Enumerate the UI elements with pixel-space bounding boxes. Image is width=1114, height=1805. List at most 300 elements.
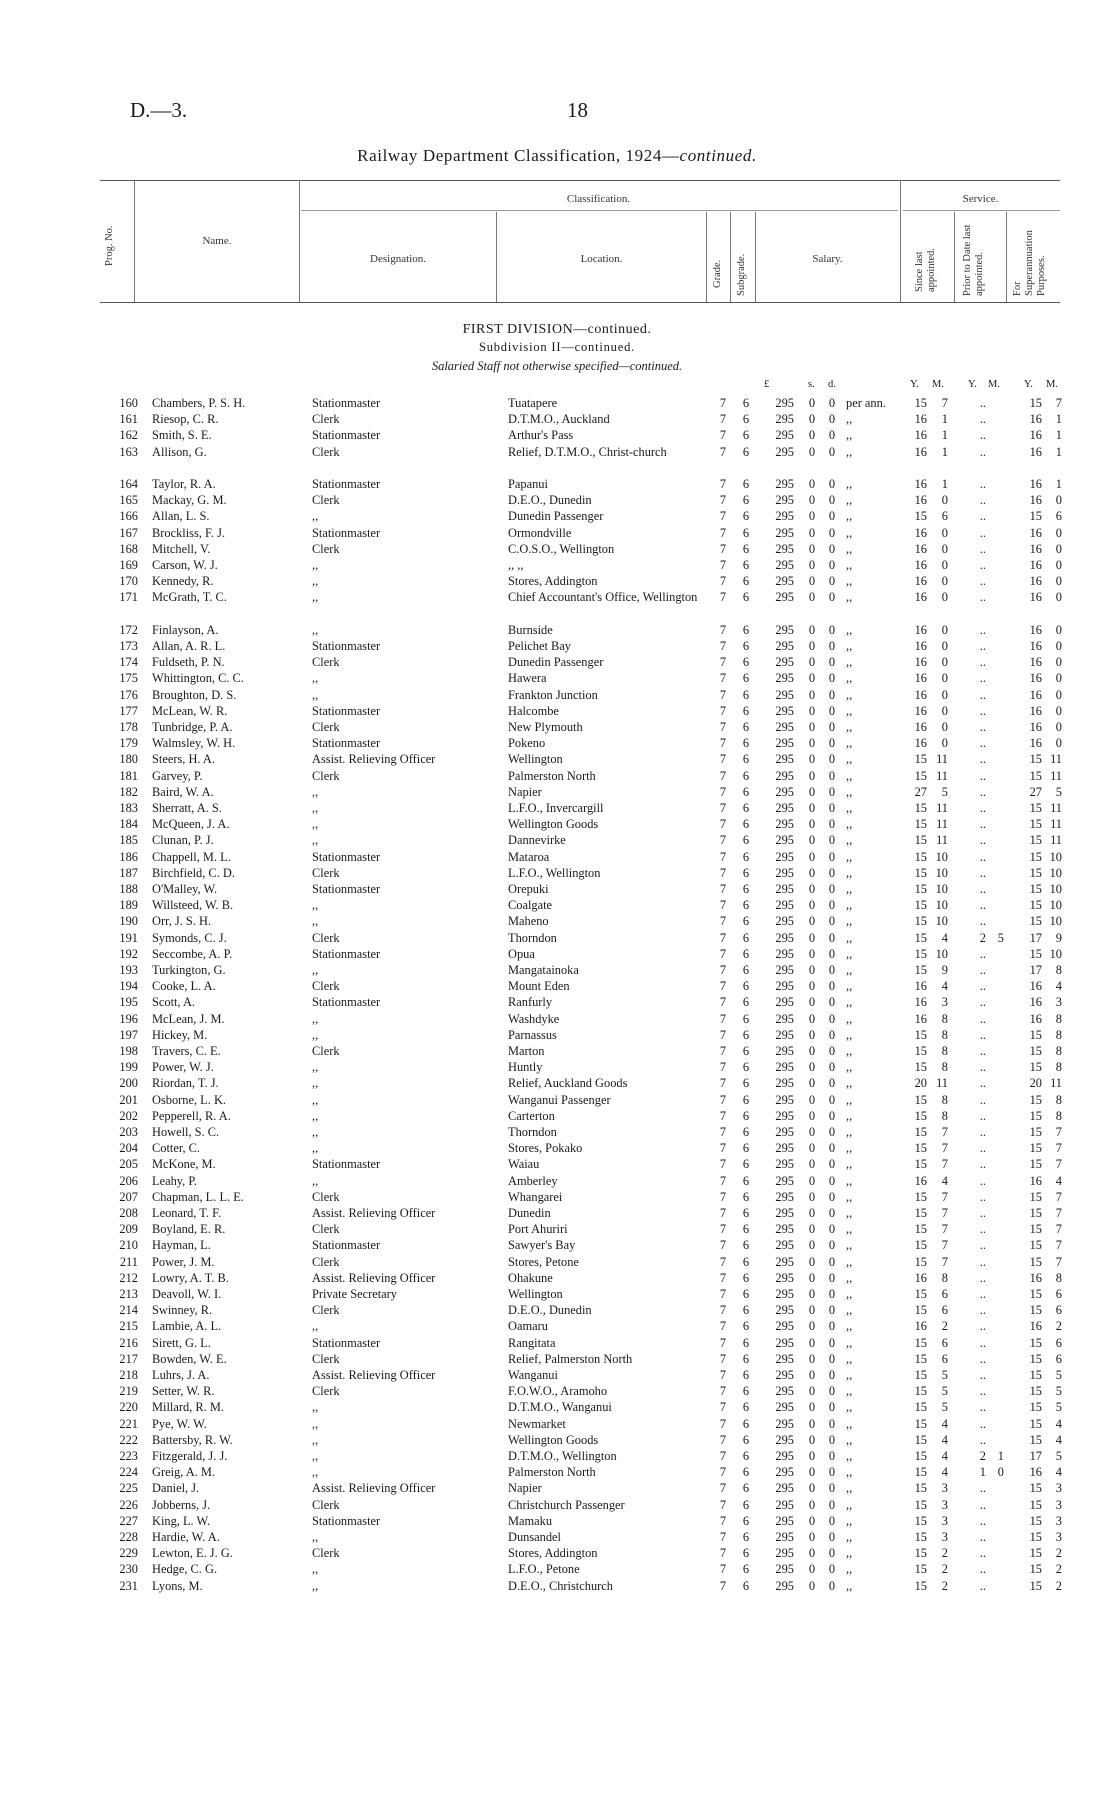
prior-years-cell: .. — [979, 477, 986, 491]
salary-shillings-cell: 0 — [808, 412, 816, 427]
since-years-cell: 15 — [914, 1351, 927, 1366]
subgrade-cell: 6 — [742, 1481, 750, 1496]
since-years-cell: 16 — [914, 412, 927, 427]
since-years-cell: 16 — [914, 493, 927, 508]
since-years-cell: 16 — [914, 639, 927, 653]
prior-years-cell: .. — [979, 720, 986, 734]
since-months-cell: 9 — [941, 963, 948, 977]
salary-pence-cell: 0 — [828, 1481, 836, 1496]
location-cell: Oamaru — [508, 1319, 548, 1334]
super-months-cell: 7 — [1055, 1189, 1062, 1204]
grade-cell: 7 — [719, 1189, 727, 1204]
location-cell: Wellington Goods — [508, 817, 599, 832]
designation-cell: Clerk — [312, 1384, 340, 1399]
name-cell: Finlayson, A. — [152, 622, 219, 637]
super-months-cell: 3 — [1055, 1497, 1062, 1512]
subgrade-cell: 6 — [742, 1270, 750, 1285]
subgrade-cell: 6 — [742, 1238, 750, 1253]
grade-cell: 7 — [719, 1368, 727, 1382]
salary-period-cell: ,, — [846, 1157, 853, 1172]
super-months-cell: 11 — [1050, 768, 1062, 783]
grade-cell: 7 — [719, 720, 727, 734]
since-months-cell: 6 — [941, 509, 948, 524]
prior-years-cell: .. — [979, 979, 986, 994]
since-months-cell: 11 — [936, 752, 948, 767]
subgrade-cell: 6 — [742, 1092, 750, 1107]
since-years-cell: 27 — [914, 784, 927, 799]
location-cell: Burnside — [508, 622, 553, 637]
super-months-cell: 7 — [1055, 1254, 1062, 1269]
super-years-cell: 15 — [1029, 1513, 1042, 1528]
staff-heading: Salaried Staff not otherwise specified—continued. — [431, 359, 683, 373]
designation-cell: Clerk — [312, 979, 340, 994]
designation-cell: Stationmaster — [312, 736, 381, 751]
designation-cell: Stationmaster — [312, 882, 381, 896]
salary-shillings-cell: 0 — [808, 736, 816, 751]
name-cell: Baird, W. A. — [152, 784, 214, 799]
since-months-cell: 8 — [941, 1027, 948, 1042]
subgrade-cell: 6 — [742, 1027, 750, 1042]
salary-period-cell: ,, — [846, 1432, 853, 1447]
salary-period-cell: ,, — [846, 1481, 853, 1496]
salary-pence-cell: 0 — [828, 541, 836, 556]
salary-shillings-cell: 0 — [808, 1465, 816, 1480]
salary-shillings-cell: 0 — [808, 979, 816, 994]
salary-shillings-cell: 0 — [808, 639, 816, 653]
salary-shillings-cell: 0 — [808, 849, 816, 864]
salary-shillings-cell: 0 — [808, 541, 816, 556]
salary-shillings-cell: 0 — [808, 622, 816, 637]
subgrade-cell: 6 — [742, 1303, 750, 1318]
salary-pence-cell: 0 — [828, 428, 836, 443]
since-years-cell: 16 — [914, 1173, 927, 1188]
location-cell: Maheno — [508, 914, 549, 929]
since-years-cell: 15 — [914, 1060, 927, 1075]
salary-pence-cell: 0 — [828, 1319, 836, 1334]
salary-shillings-cell: 0 — [808, 574, 816, 589]
location-cell: Ormondville — [508, 525, 572, 540]
salary-period-cell: ,, — [846, 1400, 853, 1415]
super-months-cell: 8 — [1055, 1044, 1062, 1058]
salary-period-cell: ,, — [846, 898, 853, 913]
super-months-cell: 8 — [1055, 1270, 1062, 1285]
salary-shillings-cell: 0 — [808, 1157, 816, 1172]
salary-pence-cell: 0 — [828, 833, 836, 848]
since-months-cell: 1 — [941, 428, 948, 443]
since-months-cell: 7 — [941, 1141, 948, 1156]
name-cell: Tunbridge, P. A. — [152, 720, 233, 734]
location-cell: Parnassus — [508, 1027, 557, 1042]
location-cell: Napier — [508, 1481, 542, 1496]
grade-cell: 7 — [719, 801, 727, 815]
designation-cell: Clerk — [312, 412, 340, 427]
since-months-cell: 4 — [941, 1449, 948, 1463]
grade-cell: 7 — [719, 1222, 727, 1237]
super-years-cell: 16 — [1029, 574, 1042, 589]
salary-period-cell: ,, — [846, 622, 853, 637]
location-cell: Newmarket — [508, 1416, 566, 1431]
subgrade-cell: 6 — [742, 1141, 750, 1156]
since-months-cell: 11 — [936, 801, 948, 815]
grade-cell: 7 — [719, 849, 727, 864]
super-months-cell: 0 — [1055, 639, 1062, 653]
salary-period-cell: ,, — [846, 914, 853, 929]
salary-pounds-cell: 295 — [775, 1335, 794, 1350]
since-months-cell: 11 — [936, 768, 948, 783]
salary-pounds-cell: 295 — [775, 1351, 794, 1366]
name-cell: Willsteed, W. B. — [152, 898, 234, 913]
salary-shillings-cell: 0 — [808, 1141, 816, 1156]
prog-no-cell: 163 — [119, 444, 138, 459]
since-months-cell: 4 — [941, 1173, 948, 1188]
super-months-cell: 0 — [1055, 703, 1062, 718]
name-cell: Chapman, L. L. E. — [152, 1189, 244, 1204]
prior-years-cell: .. — [979, 1530, 986, 1544]
salary-period-cell: ,, — [846, 1287, 853, 1301]
since-years-cell: 16 — [914, 671, 927, 686]
since-months-cell: 2 — [941, 1578, 948, 1593]
prior-years-cell: .. — [979, 849, 986, 864]
super-years-cell: 15 — [1029, 1108, 1042, 1123]
salary-period-cell: ,, — [846, 768, 853, 783]
since-years-cell: 16 — [914, 979, 927, 994]
designation-cell: Clerk — [312, 655, 340, 670]
subgrade-cell: 6 — [742, 655, 750, 670]
prog-no-cell: 223 — [119, 1449, 138, 1463]
subgrade-cell: 6 — [742, 1076, 750, 1091]
location-cell: Opua — [508, 946, 535, 961]
designation-cell: Private Secretary — [312, 1287, 397, 1301]
subgrade-cell: 6 — [742, 930, 750, 945]
salary-pence-cell: 0 — [828, 509, 836, 524]
salary-period-cell: ,, — [846, 1060, 853, 1075]
designation-cell: Clerk — [312, 1044, 340, 1058]
prog-no-cell: 231 — [119, 1578, 138, 1593]
prog-no-cell: 212 — [119, 1270, 138, 1285]
designation-cell: Stationmaster — [312, 703, 381, 718]
shilling-unit: s. — [808, 379, 815, 390]
super-months-cell: 10 — [1049, 882, 1062, 896]
salary-period-cell: ,, — [846, 1044, 853, 1058]
prior-months-cell: 0 — [997, 1465, 1004, 1480]
name-cell: Orr, J. S. H. — [152, 914, 212, 929]
name-cell: Lambie, A. L. — [152, 1319, 222, 1334]
salary-period-cell: ,, — [846, 703, 853, 718]
prior-years-cell: 1 — [979, 1465, 986, 1480]
prog-no-cell: 215 — [119, 1319, 138, 1334]
since-years-cell: 15 — [914, 898, 927, 913]
super-years-cell: 16 — [1029, 671, 1042, 686]
grade-cell: 7 — [719, 444, 727, 459]
super-years-cell: 15 — [1029, 1497, 1042, 1512]
name-cell: Riesop, C. R. — [152, 412, 219, 427]
since-months-cell: 8 — [941, 1060, 948, 1075]
subgrade-cell: 6 — [742, 1465, 750, 1480]
prior-years-cell: .. — [979, 914, 986, 929]
prior-years-cell: .. — [979, 963, 986, 977]
since-years-cell: 15 — [914, 1562, 927, 1577]
subgrade-cell: 6 — [742, 1335, 750, 1350]
salary-shillings-cell: 0 — [808, 1368, 816, 1382]
grade-cell: 7 — [719, 477, 727, 491]
super-months-cell: 11 — [1050, 801, 1062, 815]
super-years-cell: 15 — [1029, 1432, 1042, 1447]
prog-no-cell: 188 — [119, 882, 138, 896]
salary-period-cell: ,, — [846, 1546, 853, 1561]
salary-period-cell: ,, — [846, 1108, 853, 1123]
name-cell: McGrath, T. C. — [152, 590, 227, 605]
subgrade-cell: 6 — [742, 1497, 750, 1512]
location-cell: Napier — [508, 784, 542, 799]
salary-period-cell: ,, — [846, 590, 853, 605]
salary-shillings-cell: 0 — [808, 1319, 816, 1334]
subgrade-cell: 6 — [742, 898, 750, 913]
super-years-cell: 15 — [1029, 1125, 1042, 1139]
since-months-cell: 0 — [941, 541, 948, 556]
designation-cell: Clerk — [312, 1546, 340, 1561]
super-months-cell: 8 — [1055, 1011, 1062, 1026]
grade-cell: 7 — [719, 1108, 727, 1123]
name-cell: Luhrs, J. A. — [152, 1368, 210, 1382]
prior-years-cell: .. — [979, 509, 986, 524]
super-years-cell: 15 — [1029, 1060, 1042, 1075]
since-years-cell: 15 — [914, 1384, 927, 1399]
super-years-cell: 15 — [1029, 1092, 1042, 1107]
super-years-cell: 16 — [1029, 412, 1042, 427]
prog-no-cell: 170 — [119, 574, 138, 589]
super-months-cell: 1 — [1055, 444, 1062, 459]
salary-pence-cell: 0 — [828, 1125, 836, 1139]
salary-period-cell: ,, — [846, 509, 853, 524]
salary-pounds-cell: 295 — [775, 444, 794, 459]
prior-years-cell: .. — [979, 1173, 986, 1188]
prior-years-cell: .. — [979, 1303, 986, 1318]
salary-pounds-cell: 295 — [775, 396, 794, 410]
location-cell: Stores, Pokako — [508, 1141, 583, 1156]
super-months-cell: 0 — [1055, 720, 1062, 734]
grade-cell: 7 — [719, 1254, 727, 1269]
designation-cell: Stationmaster — [312, 1335, 381, 1350]
salary-shillings-cell: 0 — [808, 720, 816, 734]
salary-pence-cell: 0 — [828, 1141, 836, 1156]
salary-pence-cell: 0 — [828, 1027, 836, 1042]
super-months-cell: 6 — [1055, 1303, 1062, 1318]
super-months-cell: 0 — [1055, 590, 1062, 605]
name-cell: Bowden, W. E. — [152, 1351, 227, 1366]
location-cell: Rangitata — [508, 1335, 556, 1350]
salary-pence-cell: 0 — [828, 1562, 836, 1577]
salary-period-cell: ,, — [846, 1125, 853, 1139]
salary-pounds-cell: 295 — [775, 1157, 794, 1172]
salary-pounds-cell: 295 — [775, 1497, 794, 1512]
since-months-cell: 2 — [941, 1546, 948, 1561]
super-months-cell: 0 — [1055, 541, 1062, 556]
prior-years-cell: .. — [979, 687, 986, 702]
prior-years-cell: .. — [979, 784, 986, 799]
since-months-cell: 4 — [941, 930, 948, 945]
since-years-cell: 16 — [914, 622, 927, 637]
salary-pence-cell: 0 — [828, 1206, 836, 1220]
salary-shillings-cell: 0 — [808, 1238, 816, 1253]
name-cell: Symonds, C. J. — [152, 930, 227, 945]
since-years-cell: 15 — [914, 1546, 927, 1561]
grade-cell: 7 — [719, 752, 727, 767]
name-cell: Turkington, G. — [152, 963, 226, 977]
super-years-cell: 16 — [1029, 622, 1042, 637]
name-cell: Hayman, L. — [152, 1238, 211, 1253]
prog-no-cell: 167 — [119, 525, 138, 540]
since-months-cell: 4 — [941, 1465, 948, 1480]
name-cell: Kennedy, R. — [152, 574, 214, 589]
since-years-cell: 15 — [914, 1125, 927, 1139]
super-years-cell: 15 — [1029, 946, 1042, 961]
super-years-cell: 20 — [1029, 1076, 1042, 1091]
designation-cell: ,, — [312, 1092, 319, 1107]
since-months-cell: 7 — [941, 1222, 948, 1237]
super-years-cell: 16 — [1029, 444, 1042, 459]
name-cell: Mitchell, V. — [152, 541, 211, 556]
subdivision-heading: Subdivision II—continued. — [478, 340, 636, 354]
salary-period-cell: ,, — [846, 1011, 853, 1026]
name-cell: Mackay, G. M. — [152, 493, 227, 508]
name-cell: Brockliss, F. J. — [152, 525, 226, 540]
since-years-cell: 16 — [914, 428, 927, 443]
salary-period-cell: ,, — [846, 525, 853, 540]
subgrade-cell: 6 — [742, 477, 750, 491]
super-months-cell: 4 — [1055, 979, 1062, 994]
location-cell: Pokeno — [508, 736, 546, 751]
designation-cell: Clerk — [312, 541, 340, 556]
designation-cell: Clerk — [312, 720, 340, 734]
salary-pence-cell: 0 — [828, 768, 836, 783]
since-months-cell: 7 — [941, 1125, 948, 1139]
designation-cell: Stationmaster — [312, 1513, 381, 1528]
grade-cell: 7 — [719, 1303, 727, 1318]
since-months-cell: 8 — [941, 1092, 948, 1107]
prior-years-cell: .. — [979, 428, 986, 443]
location-cell: D.E.O., Dunedin — [508, 493, 592, 508]
salary-pence-cell: 0 — [828, 1497, 836, 1512]
designation-cell: Stationmaster — [312, 1238, 381, 1253]
since-years-cell: 15 — [914, 1092, 927, 1107]
since-years-cell: 15 — [914, 1303, 927, 1318]
super-years-unit: Y. — [1024, 379, 1033, 390]
name-cell: Howell, S. C. — [152, 1125, 220, 1139]
since-years-cell: 15 — [914, 1449, 927, 1463]
since-years-cell: 16 — [914, 590, 927, 605]
subgrade-cell: 6 — [742, 1400, 750, 1415]
location-cell: F.O.W.O., Aramoho — [508, 1384, 608, 1399]
since-months-cell: 0 — [941, 590, 948, 605]
salary-pence-cell: 0 — [828, 1222, 836, 1237]
salary-pence-cell: 0 — [828, 687, 836, 702]
prior-years-cell: .. — [979, 1141, 986, 1156]
grade-cell: 7 — [719, 1432, 727, 1447]
name-header: Name. — [202, 235, 232, 247]
super-years-cell: 16 — [1029, 493, 1042, 508]
prog-no-cell: 169 — [119, 558, 138, 572]
location-cell: Ranfurly — [508, 995, 553, 1010]
since-months-cell: 7 — [941, 1206, 948, 1220]
grade-cell: 7 — [719, 1287, 727, 1301]
grade-cell: 7 — [719, 1206, 727, 1220]
since-months-cell: 10 — [935, 865, 948, 880]
since-months-cell: 0 — [941, 720, 948, 734]
salary-shillings-cell: 0 — [808, 687, 816, 702]
salary-period-cell: ,, — [846, 1270, 853, 1285]
since-months-cell: 5 — [941, 1368, 948, 1382]
salary-period-cell: ,, — [846, 1222, 853, 1237]
since-years-cell: 15 — [914, 1044, 927, 1058]
grade-cell: 7 — [719, 1578, 727, 1593]
prior-years-cell: .. — [979, 1513, 986, 1528]
salary-pounds-cell: 295 — [775, 1449, 794, 1463]
since-years-cell: 15 — [914, 1141, 927, 1156]
name-cell: Fitzgerald, J. J. — [152, 1449, 228, 1463]
salary-pence-cell: 0 — [828, 1578, 836, 1593]
super-months-cell: 9 — [1055, 930, 1062, 945]
since-months-cell: 0 — [941, 655, 948, 670]
super-months-cell: 4 — [1055, 1416, 1062, 1431]
name-cell: Travers, C. E. — [152, 1044, 221, 1058]
salary-pounds-cell: 295 — [775, 784, 794, 799]
grade-cell: 7 — [719, 979, 727, 994]
name-cell: Seccombe, A. P. — [152, 946, 233, 961]
grade-cell: 7 — [719, 1335, 727, 1350]
grade-cell: 7 — [719, 963, 727, 977]
salary-period-cell: ,, — [846, 865, 853, 880]
salary-shillings-cell: 0 — [808, 752, 816, 767]
salary-shillings-cell: 0 — [808, 963, 816, 977]
super-months-cell: 2 — [1055, 1319, 1062, 1334]
location-cell: Wellington — [508, 1287, 563, 1301]
location-cell: D.E.O., Dunedin — [508, 1303, 592, 1318]
super-years-cell: 15 — [1029, 1368, 1042, 1382]
prior-months-unit: M. — [988, 379, 1000, 390]
salary-shillings-cell: 0 — [808, 558, 816, 572]
prog-no-cell: 228 — [119, 1530, 138, 1544]
salary-pounds-cell: 295 — [775, 1125, 794, 1139]
salary-pounds-cell: 295 — [775, 574, 794, 589]
salary-pence-cell: 0 — [828, 1060, 836, 1075]
name-cell: Sirett, G. L. — [152, 1335, 211, 1350]
super-years-cell: 16 — [1029, 590, 1042, 605]
prior-years-cell: .. — [979, 768, 986, 783]
super-years-cell: 15 — [1029, 865, 1042, 880]
designation-cell: ,, — [312, 963, 319, 977]
super-months-cell: 6 — [1055, 1335, 1062, 1350]
super-months-cell: 1 — [1055, 477, 1062, 491]
subgrade-cell: 6 — [742, 671, 750, 686]
grade-cell: 7 — [719, 1092, 727, 1107]
salary-pence-cell: 0 — [828, 1076, 836, 1091]
prior-years-cell: .. — [979, 1108, 986, 1123]
salary-period-cell: ,, — [846, 477, 853, 491]
grade-cell: 7 — [719, 1270, 727, 1285]
since-years-cell: 15 — [914, 946, 927, 961]
super-years-cell: 15 — [1029, 1546, 1042, 1561]
designation-cell: ,, — [312, 671, 319, 686]
since-months-cell: 3 — [941, 1513, 948, 1528]
prior-years-cell: .. — [979, 412, 986, 427]
designation-cell: Clerk — [312, 493, 340, 508]
salary-pounds-cell: 295 — [775, 1141, 794, 1156]
super-years-cell: 15 — [1029, 752, 1042, 767]
designation-cell: ,, — [312, 817, 319, 832]
grade-cell: 7 — [719, 639, 727, 653]
salary-period-cell: ,, — [846, 1351, 853, 1366]
prior-months-cell: 5 — [997, 930, 1004, 945]
